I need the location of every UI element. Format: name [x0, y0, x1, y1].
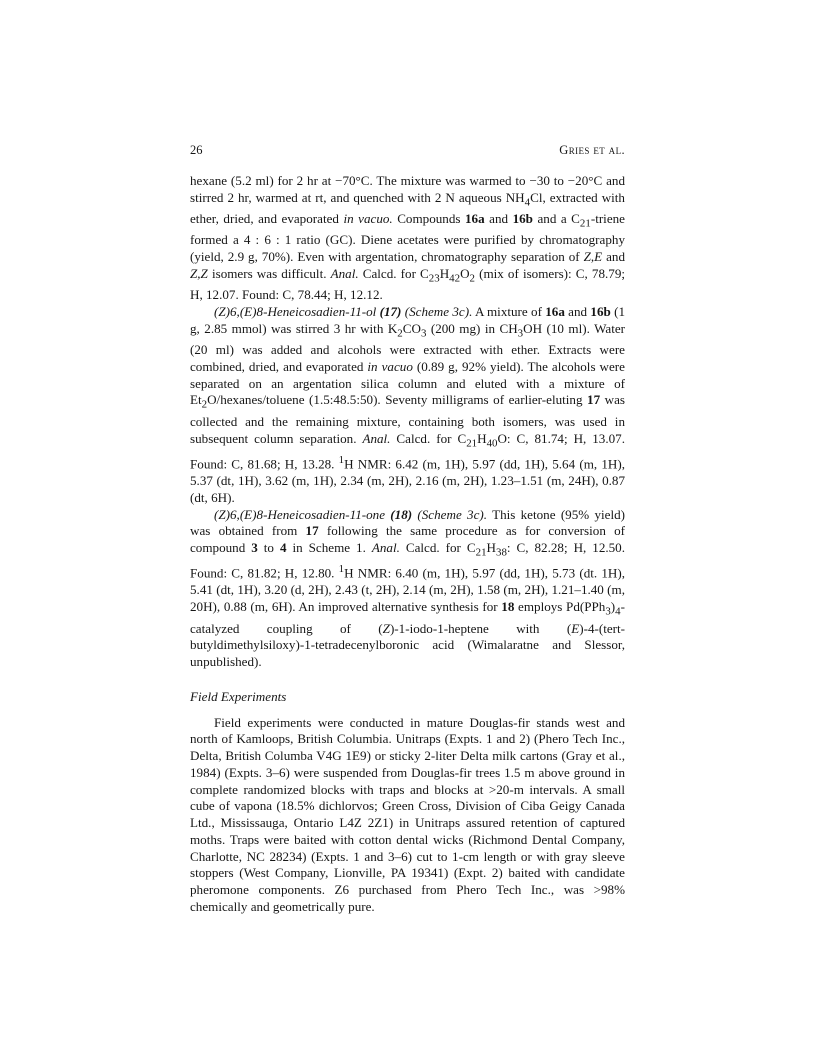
body-text [190, 173, 625, 916]
paragraph-synthesis-dienes: hexane (5.2 ml) for 2 hr at −70°C. The mixture was warmed to −30 to −20°C and stirred 2 hr, warmed at rt, and quenched with 2 N aqueous $NH_4Cl$, extracted with ether, dried, and evaporated in vacuo. Compounds 16a and 16b and a $C_{21}$-triene formed a 4 : 6 : 1 ratio (GC). Diene acetates were purified by chromatography (yield, 2.9 g, 70%). Even with argentation, chromatography separation of Z,E and Z,Z isomers was difficult. Anal. Calcd. for $C_{23}H_{42}O_2$ (mix of isomers): C, 78.79; H, 12.07. Found: C, 78.44; H, 12.12. [190, 173, 626, 303]
page-number: 26 [190, 143, 203, 157]
compound-heading: (Z)6,(E)8-Heneicosadien-11-one [214, 506, 391, 522]
paragraph-heneicosadienol: (Z)6,(E)8-Heneicosadien-11-ol (17) (Scheme 3c). A mixture of 16a and 16b (1 g, 2.85 mmol) was stirred 3 hr with $K_2CO_3$ (200 mg) in $CH_3OH$ (10 ml). Water (20 ml) was added and alcohols were extracted with ether. Extracts were combined, dried, and evaporated in vacuo (0.89 g, 92% yield). The alcohols were separated on an argentation silica column and eluted with a mixture of $Et_2O/hexanes$/toluene (1.5:48.5:50). Seventy milligrams of earlier-eluting 17 was collected and the remaining mixture, containing both isomers, was used in subsequent column separation. Anal. Calcd. for $C_{21}H_{40}O$: C, 81.74; H, 13.07. Found: C, 81.68; H, 13.28. $^1$H NMR: 6.42 (m, 1H), 5.97 (dd, 1H), 5.64 (m, 1H), 5.37 (dt, 1H), 3.62 (m, 1H), 2.34 (m, 2H), 2.16 (m, 2H), 1.23–1.51 (m, 24H), 0.87 (dt, 6H). [190, 304, 626, 505]
compound-heading: (Z)6,(E)8-Heneicosadien-11-ol [214, 304, 380, 320]
running-head-author: Gries et al. [559, 143, 625, 157]
paragraph-field-experiments: Field experiments were conducted in mature Douglas-fir stands west and north of Kamloops, British Columbia. Unitraps (Expts. 1 and 2) (Phero Tech Inc., Delta, British Columba V4G 1E9) or sticky 2-liter Delta milk cartons (Gray et al., 1984) (Expts. 3–6) were suspended from Douglas-fir trees 1.5 m above ground in complete randomized blocks with traps and blocks at >20-m intervals. A small cube of vapona (18.5% dichlorvos; Green Cross, Division of Ciba Geigy Canada Ltd., Mississauga, Ontario L4Z 2Z1) in Unitraps assured retention of captured moths. Traps were baited with cotton dental wicks (Richmond Dental Company, Charlotte, NC 28234) (Expts. 1 and 3–6) cut to 1-cm length or with gray sleeve stoppers (West Company, Lionville, PA 19341) (Expt. 2) baited with candidate pheromone components. Z6 purchased from Phero Tech Inc., was >98% chemically and geometrically pure. [190, 714, 625, 914]
section-heading-field-experiments: Field Experiments [190, 688, 287, 704]
paragraph-heneicosadienone: (Z)6,(E)8-Heneicosadien-11-one (18) (Scheme 3c). This ketone (95% yield) was obtained from 17 following the same procedure as for conversion of compound 3 to 4 in Scheme 1. Anal. Calcd. for $C_{21}H_{38}$: C, 82.28; H, 12.50. Found: C, 81.82; H, 12.80. $^1$H NMR: 6.40 (m, 1H), 5.97 (dd, 1H), 5.73 (dt. 1H), 5.41 (dt, 1H), 3.20 (d, 2H), 2.43 (t, 2H), 2.14 (m, 2H), 1.58 (m, 2H), 1.21–1.40 (m, 20H), 0.88 (m, 6H). An improved alternative synthesis for 18 employs $Pd(PPh_3)_4$-catalyzed coupling of (Z)-1-iodo-1-heptene with (E)-4-(tert-butyldimethylsiloxy)-1-tetradecenylboronic acid (Wimalaratne and Slessor, unpublished). [190, 506, 626, 670]
